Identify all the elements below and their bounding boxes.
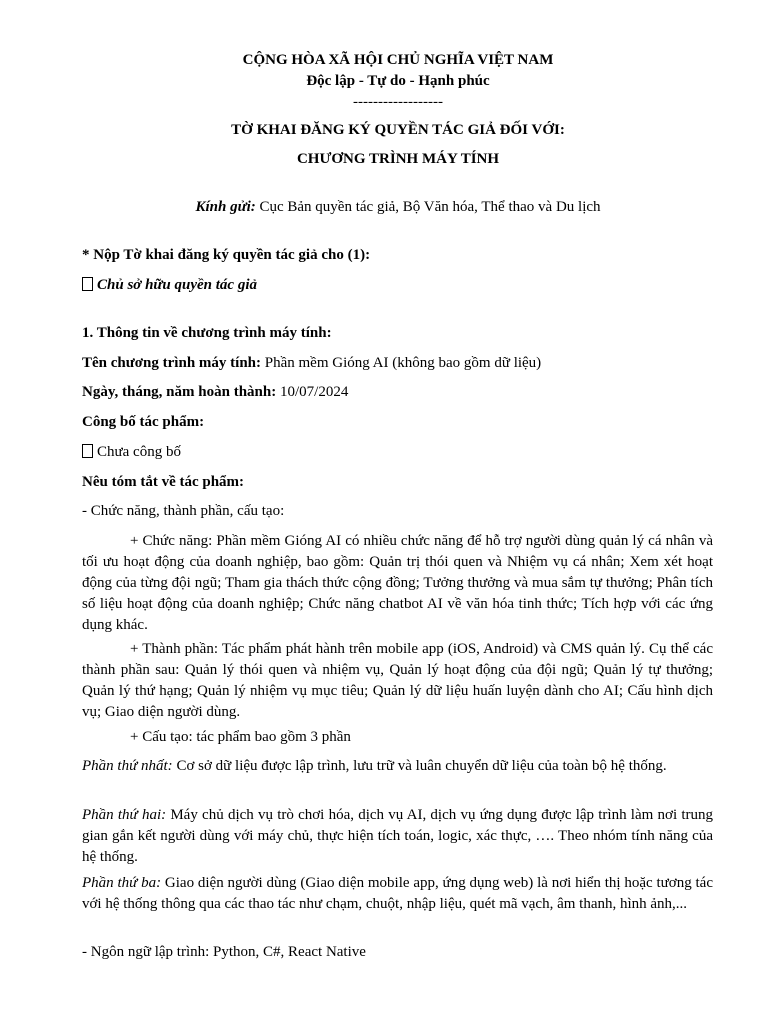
publish-option-label: Chưa công bố <box>97 444 181 460</box>
national-motto: Độc lập - Tự do - Hạnh phúc <box>306 73 490 89</box>
recipient-line <box>0 197 768 218</box>
part-3-text: Giao diện người dùng (Giao diện mobile app, ứng dụng web) là nơi hiển thị hoặc tương tác với hệ thống thông qua các thao tác như chạm, chuột, nhập liệu, quét mã vạch, âm thanh, hình ảnh,... <box>82 875 713 912</box>
component-paragraph: + Thành phần: Tác phẩm phát hành trên mobile app (iOS, Android) và CMS quản lý. Cụ thể các thành phần sau: Quản lý thói quen và nhiệm vụ, Quản lý hoạt động của đội ngũ; Quản lý tự thưởng; Quản lý thứ hạng; Quản lý nhiệm vụ mục tiêu; Quản lý dữ liệu huấn luyện dành cho AI; Cấu hình dịch vụ; Giao diện người dùng. <box>82 641 713 720</box>
part-2-label: Phần thứ hai: <box>82 807 167 823</box>
program-name-line <box>82 353 541 374</box>
part-1-text: Cơ sở dữ liệu được lập trình, lưu trữ và luân chuyển dữ liệu của toàn bộ hệ thống. <box>172 758 667 774</box>
completion-date-label: Ngày, tháng, năm hoàn thành: <box>82 384 277 400</box>
national-title: CỘNG HÒA XÃ HỘI CHỦ NGHĨA VIỆT NAM <box>242 52 554 68</box>
submit-for-option <box>82 275 257 296</box>
part-3-paragraph <box>82 873 713 915</box>
part-2-text: Máy chủ dịch vụ trò chơi hóa, dịch vụ AI, dịch vụ ứng dụng được lập trình làm nơi trung gian gắn kết người dùng với máy chủ, thực hiện tích toán, logic, xác thực, …. Theo nhóm tính năng của hệ thống. <box>82 807 713 865</box>
checkbox-icon <box>82 444 93 458</box>
program-name-value: Phần mềm Gióng AI (không bao gồm dữ liệu) <box>261 355 542 371</box>
function-intro: - Chức năng, thành phần, cấu tạo: <box>82 503 285 519</box>
completion-date-line <box>82 382 348 403</box>
part-2-paragraph <box>82 805 713 868</box>
part-3-label: Phần thứ ba: <box>82 875 162 891</box>
publish-option <box>82 442 181 463</box>
part-1-paragraph <box>82 756 713 777</box>
structure-line: + Cấu tạo: tác phẩm bao gồm 3 phần <box>130 729 351 745</box>
function-paragraph: + Chức năng: Phần mềm Gióng AI có nhiều chức năng để hỗ trợ người dùng quản lý cá nhân và tối ưu hoạt động của doanh nghiệp, bao gồm: Quản trị thói quen và Nhiệm vụ cá nhân; Xem xét hoạt động của từng đội ngũ; Tham gia thách thức cộng đồng; Tưởng thưởng và mua sắm tự thưởng; Phân tích số liệu hoạt động của doanh nghiệp; Chức năng chatbot AI về văn hóa tinh thức; Tích hợp với các ứng dụng khác. <box>82 533 713 633</box>
separator-line: ------------------ <box>353 94 443 110</box>
publish-label: Công bố tác phẩm: <box>82 414 205 430</box>
form-title-line-2: CHƯƠNG TRÌNH MÁY TÍNH <box>296 151 500 167</box>
submit-for-label: * Nộp Tờ khai đăng ký quyền tác giả cho (1): <box>82 247 371 263</box>
program-name-label: Tên chương trình máy tính: <box>82 355 261 371</box>
checkbox-icon <box>82 277 93 291</box>
summary-label: Nêu tóm tắt về tác phẩm: <box>82 474 245 490</box>
form-title-line-1: TỜ KHAI ĐĂNG KÝ QUYỀN TÁC GIẢ ĐỐI VỚI: <box>231 122 565 138</box>
recipient-label: Kính gửi: <box>195 199 256 215</box>
programming-language-line: - Ngôn ngữ lập trình: Python, C#, React Native <box>82 944 366 960</box>
submit-for-option-label: Chủ sở hữu quyền tác giả <box>97 277 257 293</box>
part-1-label: Phần thứ nhất: <box>82 758 173 774</box>
section-1-heading: 1. Thông tin về chương trình máy tính: <box>82 325 332 341</box>
recipient-value: Cục Bản quyền tác giả, Bộ Văn hóa, Thể thao và Du lịch <box>255 199 601 215</box>
completion-date-value: 10/07/2024 <box>276 384 349 400</box>
